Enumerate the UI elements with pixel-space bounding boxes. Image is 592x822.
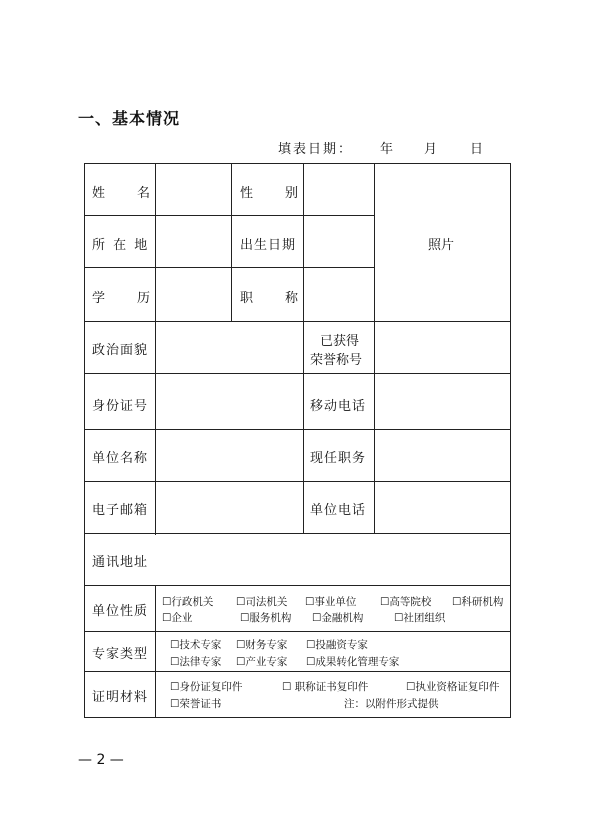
fill-date-year: 年 — [380, 142, 394, 157]
option-financial[interactable]: ☐金融机构 — [312, 612, 364, 624]
page-number: — 2 — — [78, 752, 124, 768]
option-finance-expert[interactable]: ☐财务专家 — [236, 639, 288, 651]
mobile-label: 移动电话 — [310, 399, 367, 414]
option-investment-expert[interactable]: ☐投融资专家 — [306, 639, 368, 651]
honor-label-line1: 已获得 — [320, 334, 360, 349]
option-social-org[interactable]: ☐社团组织 — [394, 612, 446, 624]
section-title: 一、基本情况 — [78, 109, 181, 128]
photo-placeholder: 照片 — [428, 238, 455, 253]
option-public-institution[interactable]: ☐事业单位 — [305, 596, 357, 608]
birthdate-label: 出生日期 — [240, 238, 297, 253]
fill-date-day: 日 — [470, 142, 484, 157]
gender-label: 性 别 — [240, 186, 301, 201]
option-enterprise[interactable]: ☐企业 — [162, 612, 193, 624]
option-service[interactable]: ☐服务机构 — [240, 612, 292, 624]
option-honor-cert[interactable]: ☐荣誉证书 — [170, 698, 222, 710]
option-administrative[interactable]: ☐行政机关 — [162, 596, 214, 608]
honor-label-line2: 荣誉称号 — [310, 353, 363, 368]
option-judicial[interactable]: ☐司法机关 — [236, 596, 288, 608]
option-license-copy[interactable]: ☐执业资格证复印件 — [406, 681, 500, 693]
option-research[interactable]: ☐科研机构 — [452, 596, 504, 608]
certificate-note: 注：以附件形式提供 — [344, 698, 439, 710]
option-industry-expert[interactable]: ☐产业专家 — [236, 656, 288, 668]
option-transfer-expert[interactable]: ☐成果转化管理专家 — [306, 656, 400, 668]
unit-nature-label: 单位性质 — [92, 604, 149, 619]
certificates-label: 证明材料 — [92, 690, 149, 705]
name-label: 姓 名 — [92, 186, 153, 201]
option-university[interactable]: ☐高等院校 — [380, 596, 432, 608]
education-label: 学 历 — [92, 291, 153, 306]
expert-type-label: 专家类型 — [92, 647, 149, 662]
political-label: 政治面貌 — [92, 343, 149, 358]
fill-date-label: 填表日期： — [278, 142, 354, 157]
option-tech-expert[interactable]: ☐技术专家 — [170, 639, 222, 651]
option-title-cert-copy[interactable]: ☐ 职称证书复印件 — [282, 681, 369, 693]
unit-phone-label: 单位电话 — [310, 503, 367, 518]
option-id-copy[interactable]: ☐身份证复印件 — [170, 681, 243, 693]
unit-name-label: 单位名称 — [92, 451, 149, 466]
address-label: 通讯地址 — [92, 555, 149, 570]
email-label: 电子邮箱 — [92, 503, 149, 518]
location-label: 所 在 地 — [92, 238, 150, 253]
option-legal-expert[interactable]: ☐法律专家 — [170, 656, 222, 668]
id-number-label: 身份证号 — [92, 399, 149, 414]
fill-date-month: 月 — [424, 142, 438, 157]
position-label: 现任职务 — [310, 451, 367, 466]
professional-title-label: 职 称 — [240, 291, 301, 306]
